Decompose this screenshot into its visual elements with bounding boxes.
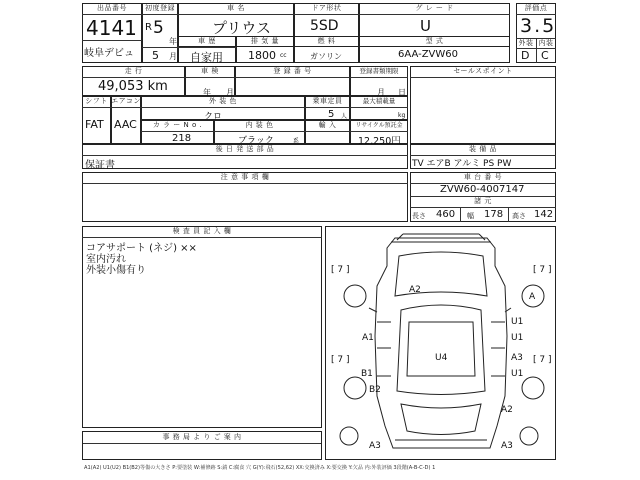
color-no: 218 <box>172 133 192 144</box>
tire-depth-label: [ 7 ] <box>533 265 552 275</box>
length-label: 長さ <box>412 212 426 220</box>
model-code: 6AA-ZVW60 <box>398 49 459 60</box>
chassis-number: ZVW60-4007147 <box>440 184 525 195</box>
car-name: プリウス <box>212 19 271 37</box>
fuel: ガソリン <box>310 52 342 61</box>
damage-mark: A3 <box>501 441 513 451</box>
height: 142 <box>534 209 554 220</box>
mileage: 49,053 km <box>98 79 168 94</box>
first-registration-label: 初度登録 <box>145 4 175 12</box>
inspector-line: 外装小傷有り <box>86 265 146 276</box>
tire-depth-label: [ 7 ] <box>331 265 350 275</box>
inspector-line: コアサポート (ネジ) ×× <box>86 243 197 254</box>
reg-deadline-day: 日 <box>398 88 406 97</box>
displacement-unit: cc <box>280 52 287 59</box>
damage-mark: B2 <box>369 385 381 395</box>
damage-mark: B1 <box>361 369 373 379</box>
displacement: 1800 <box>248 49 276 62</box>
car-body-outline <box>375 238 507 448</box>
usage-label: 車 歴 <box>198 37 216 45</box>
damage-mark: U1 <box>511 369 524 379</box>
interior-color: ブラック <box>238 136 274 146</box>
damage-mark: A3 <box>511 353 523 363</box>
exterior-grade: D <box>521 49 530 62</box>
body-type-label: ドア形状 <box>311 4 342 12</box>
later-parts: 保証書 <box>85 160 115 171</box>
grade: U <box>420 17 431 35</box>
year-unit: 年 <box>169 37 177 46</box>
spare-tire <box>340 427 358 445</box>
month-unit: 月 <box>169 52 177 61</box>
ac-label: エアコン <box>111 97 141 105</box>
damage-mark: A2 <box>409 285 421 295</box>
tire-rear-right <box>522 377 544 399</box>
shift: FAT <box>85 118 104 131</box>
inspector-line: 室内汚れ <box>86 254 126 265</box>
tire-rear-left <box>344 377 366 399</box>
capacity-unit: 人 <box>341 113 348 120</box>
body-type: 5SD <box>310 18 339 34</box>
grade-label: グ レ ー ド <box>415 4 454 12</box>
load-label: 最大積載量 <box>362 97 396 105</box>
inspection-year-unit: 年 <box>203 88 211 97</box>
tire-depth-label: [ 7 ] <box>533 355 552 365</box>
office-box <box>82 431 322 460</box>
color-label: 外 装 色 <box>209 97 237 105</box>
mileage-label: 走 行 <box>124 67 143 75</box>
equipment: TV エアB アルミ PS PW <box>412 159 512 169</box>
month-number: 5 <box>152 49 159 62</box>
usage: 自家用 <box>190 51 223 64</box>
width-label: 幅 <box>467 212 474 220</box>
damage-mark: U1 <box>511 333 524 343</box>
sales-points-label: セールスポイント <box>453 67 513 75</box>
car-name-label: 車 名 <box>227 4 245 12</box>
height-label: 高さ <box>512 212 526 220</box>
era: R <box>145 22 152 33</box>
tire-depth-label: [ 7 ] <box>331 355 350 365</box>
inspector-label: 検 査 員 記 入 欄 <box>172 227 232 235</box>
interior-grade-label: 内装 <box>538 39 554 47</box>
fuel-label: 燃 料 <box>317 37 336 45</box>
legend: A1(A2) U1(U2) B1(B2)等傷の大きさ P:要塗装 W:補修跡 S:錆 C:腐食 穴 G(Y):飛石(52,62) XX:交換済み X:要交換 Y:欠品 内:外装評価 3段階(A-B-C-D) 1 <box>84 465 436 471</box>
year-number: 5 <box>153 18 164 38</box>
color-no-label: カ ラ ー N o . <box>152 121 203 129</box>
plate-label: 登 録 番 号 <box>273 67 312 75</box>
damage-mark: A1 <box>362 333 374 343</box>
displacement-label: 排 気 量 <box>251 37 279 45</box>
damage-mark: A <box>529 292 536 302</box>
exterior-color: クロ <box>204 112 223 122</box>
reg-deadline-label: 登録書類期限 <box>359 67 399 75</box>
interior-suffix: 系 <box>293 138 300 145</box>
auction-venue: 岐阜デビュ <box>84 48 134 59</box>
score-label: 評価点 <box>524 4 548 12</box>
interior-grade: C <box>541 49 549 62</box>
damage-mark: A3 <box>369 441 381 451</box>
equipment-label: 装 備 品 <box>469 145 497 153</box>
chassis-label: 車 台 番 号 <box>463 173 503 181</box>
capacity: 5 <box>328 109 335 120</box>
interior-label: 内 装 色 <box>245 121 274 129</box>
exterior-grade-label: 外装 <box>518 39 534 47</box>
lot-number: 4141 <box>86 16 137 40</box>
car-diagram <box>325 226 556 460</box>
shift-label: シフト <box>85 97 108 105</box>
later-parts-label: 後 日 発 送 部 品 <box>215 145 275 153</box>
inspection-month-unit: 月 <box>226 88 234 97</box>
load-unit: kg <box>398 112 406 119</box>
tire-front-left <box>344 285 366 307</box>
length: 460 <box>436 209 456 220</box>
damage-mark: U4 <box>435 353 448 363</box>
dimensions-label: 諸 元 <box>474 197 492 205</box>
damage-mark: A2 <box>501 405 513 415</box>
import-label: 輸 入 <box>318 121 337 129</box>
width: 178 <box>484 209 504 220</box>
notes-label: 注 意 事 項 欄 <box>220 173 270 181</box>
reg-deadline-month: 月 <box>377 88 385 97</box>
inspection-label: 車 検 <box>201 67 219 75</box>
recycle-label: リサイクル預託金 <box>355 122 403 129</box>
model-label: 型 式 <box>425 37 444 45</box>
score: 3.5 <box>520 15 557 37</box>
recycle-fee: 12,250円 <box>358 136 401 147</box>
damage-mark: U1 <box>511 317 524 327</box>
ac: AAC <box>114 118 137 131</box>
lot-number-label: 出品番号 <box>97 4 127 12</box>
trunk <box>401 404 481 435</box>
office-label: 事 務 局 よ り ご 案 内 <box>162 433 242 441</box>
capacity-label: 乗車定員 <box>312 97 343 105</box>
cabin <box>397 305 485 395</box>
